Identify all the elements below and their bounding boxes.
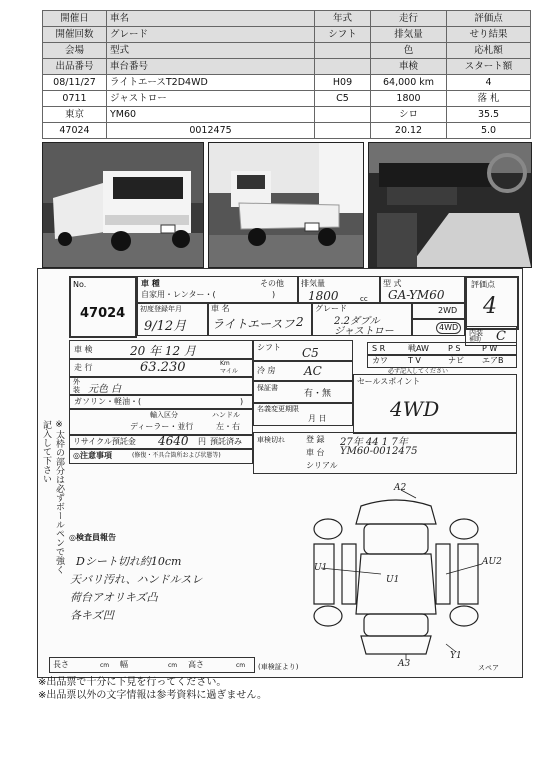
car-damage-diagram <box>306 484 506 668</box>
option-airbag: エアB <box>482 356 504 365</box>
value-car-name: ライトエースT2D4WD <box>107 75 315 91</box>
report-line-1: Dシート切れ約10cm <box>76 555 182 568</box>
length-unit: cm <box>100 662 110 669</box>
fuel-close: ) <box>240 397 244 406</box>
report-line-3: 荷台アオリキズ凸 <box>70 591 158 604</box>
option-sr: S R <box>372 344 386 353</box>
label-date: 開催日 <box>43 11 107 27</box>
label-mileage: 走行 <box>371 11 447 27</box>
label-bid: 応札額 <box>447 43 531 59</box>
cc-unit: cc <box>360 295 368 303</box>
value-color: シロ <box>371 107 447 123</box>
cert-label: 名義変更期限 <box>257 405 299 413</box>
2wd-label: 2WD <box>438 306 458 315</box>
hw-score: 4 <box>483 294 497 319</box>
diagram-u1-left: U1 <box>314 563 328 573</box>
recycle-status: 預託済み <box>210 437 242 446</box>
value-score: 4 <box>447 75 531 91</box>
hw-color: 元色 白 <box>88 384 122 395</box>
hw-shaken: 20 年 12 月 <box>130 344 196 358</box>
car-type-label: 車 種 <box>141 279 160 288</box>
truck-rear-image <box>209 143 363 267</box>
handle-label: ハンドル <box>212 411 240 419</box>
caution-sub: (修復・不具合箇所および状態等) <box>132 452 221 459</box>
diagram-au2: AU2 <box>482 557 502 567</box>
option-ps: P S <box>448 344 461 353</box>
shift-box <box>253 340 353 362</box>
interior-sub: 補助 <box>469 336 482 343</box>
dealer-options: ディーラー・並行 <box>130 422 194 431</box>
diagram-u1-center: U1 <box>386 575 400 585</box>
caution-header <box>69 448 253 464</box>
value-venue: 東京 <box>43 107 107 123</box>
header-value-row-3 <box>43 107 531 123</box>
value-empty <box>315 107 371 123</box>
label-model: 型式 <box>107 43 315 59</box>
photo-front-view[interactable] <box>42 142 204 268</box>
options-row-2 <box>367 354 517 368</box>
displacement-box <box>297 276 381 304</box>
label-chassis: 車台番号 <box>107 59 315 75</box>
handle-options: 左・右 <box>216 422 240 431</box>
hw-recycle: 4640 <box>158 434 189 448</box>
value-shift: C5 <box>315 91 371 107</box>
value-displacement: 1800 <box>371 91 447 107</box>
value-model: YM60 <box>107 107 315 123</box>
shaken-box <box>69 340 253 360</box>
hw-ac: AC <box>304 364 322 378</box>
photo-interior-view[interactable] <box>368 142 532 268</box>
mileage-box <box>69 358 253 378</box>
value-year: H09 <box>315 75 371 91</box>
label-empty-2 <box>315 59 371 75</box>
interior-label: 内装 <box>469 329 483 337</box>
truck-front-image <box>43 143 203 267</box>
displacement-label: 排気量 <box>301 279 325 288</box>
registration-box <box>253 432 517 474</box>
value-bid: 35.5 <box>447 107 531 123</box>
spare-label: スペア <box>478 664 499 672</box>
diagram-y1: Y1 <box>450 651 462 661</box>
ac-label: 冷 房 <box>257 366 276 375</box>
header-value-row-2 <box>43 91 531 107</box>
hw-grade-2: ジャストロー <box>334 326 394 337</box>
first-reg-label: 初度登録年月 <box>140 305 182 313</box>
auction-header-table <box>42 10 531 139</box>
label-color: 色 <box>371 43 447 59</box>
value-grade: ジャストロー <box>107 91 315 107</box>
inspection-sheet <box>37 268 523 678</box>
value-empty-2 <box>315 123 371 139</box>
report-line-2: 天バリ汚れ、ハンドルスレ <box>70 573 203 586</box>
hw-model: GA-YM60 <box>388 288 445 302</box>
option-pw: P W <box>482 344 498 353</box>
car-name-box <box>207 302 313 336</box>
hw-displacement: 1800 <box>308 289 339 303</box>
value-chassis: 0012475 <box>107 123 315 139</box>
header-value-row-1 <box>43 75 531 91</box>
value-inspection: 20.12 <box>371 123 447 139</box>
km-unit: Km <box>220 360 230 367</box>
ac-box <box>253 360 353 382</box>
label-year: 年式 <box>315 11 371 27</box>
option-navi: ナビ <box>448 356 464 365</box>
car-name-label: 車 名 <box>211 304 230 313</box>
recycle-unit: 円 <box>198 437 206 446</box>
truck-interior-image <box>369 143 531 267</box>
4wd-label: 4WD <box>436 322 461 334</box>
hw-grade-1: 2.2ダブル <box>334 316 380 327</box>
label-grade: グレード <box>107 27 315 43</box>
diagram-a3: A3 <box>398 659 411 669</box>
option-leather: カワ <box>372 356 388 365</box>
inspector-report-label: ◎検査員報告 <box>69 533 116 542</box>
height-unit: cm <box>236 662 246 669</box>
warranty-label: 保証書 <box>257 384 278 392</box>
model-box <box>379 276 465 304</box>
photo-rear-view[interactable] <box>208 142 364 268</box>
width-unit: cm <box>168 662 178 669</box>
value-mileage: 64,000 km <box>371 75 447 91</box>
other-label: その他 <box>260 279 284 288</box>
header-label-row-2 <box>43 27 531 43</box>
must-fill-note: 必ず記入してください <box>388 368 449 375</box>
car-usage-options: 自家用・レンター・( <box>141 290 216 299</box>
value-date: 08/11/27 <box>43 75 107 91</box>
color-label-1: 外 <box>73 378 80 386</box>
score-box <box>465 276 519 330</box>
warranty-box <box>253 380 353 404</box>
diagram-a2-top: A2 <box>394 483 407 493</box>
mileage-label: 走 行 <box>74 363 93 372</box>
label-result: せり結果 <box>447 27 531 43</box>
hw-registration: 27年 44 1 7年 <box>340 437 408 448</box>
label-session: 開催回数 <box>43 27 107 43</box>
value-result: 落 札 <box>447 91 531 107</box>
cert-box <box>253 402 353 426</box>
header-label-row-3 <box>43 43 531 59</box>
label-shift: シフト <box>315 27 371 43</box>
width-label: 幅 <box>120 660 128 669</box>
label-inspection: 車検 <box>371 59 447 75</box>
label-car-name: 車名 <box>107 11 315 27</box>
color-label-2: 装 <box>73 386 80 394</box>
score-label: 評価点 <box>471 280 495 289</box>
grade-box <box>311 302 413 336</box>
label-empty <box>315 43 371 59</box>
grade-label: グレード <box>315 304 347 313</box>
hw-mileage: 63.230 <box>140 360 186 375</box>
hw-car-name: ライトエースフ <box>212 317 295 331</box>
value-session: 0711 <box>43 91 107 107</box>
hw-shift: C5 <box>302 346 319 360</box>
label-venue: 会場 <box>43 43 107 59</box>
footer-note-1: ※出品票で十分に下見を行ってください。 <box>38 677 227 688</box>
value-lot: 47024 <box>43 123 107 139</box>
hw-first-reg: 9/12月 <box>144 319 187 334</box>
label-start: スタート額 <box>447 59 531 75</box>
recycle-label: リサイクル預託金 <box>73 437 136 446</box>
chassis-label: 車 台 <box>306 448 325 457</box>
dimensions-box <box>49 657 255 673</box>
label-score: 評価点 <box>447 11 531 27</box>
height-label: 高さ <box>188 660 204 669</box>
car-usage-close: ) <box>272 290 276 299</box>
shaken-label: 車 検 <box>74 345 93 354</box>
arrow-note: (車検証より) <box>258 663 299 671</box>
fuel-options: ガソリン・軽油・( <box>74 397 142 406</box>
serial-label: シリアル <box>306 461 338 470</box>
option-aw: 戦AW <box>408 344 429 353</box>
label-lot: 出品番号 <box>43 59 107 75</box>
lot-number: 47024 <box>80 306 126 321</box>
option-tv: T V <box>408 356 421 365</box>
value-start: 5.0 <box>447 123 531 139</box>
hw-chassis: YM60-0012475 <box>340 446 418 457</box>
vertical-ballpoint-note: ※太枠の部分は必ずボールペンで強く記入して下さい <box>41 420 64 574</box>
first-registration-box <box>137 302 209 336</box>
mile-unit: マイル <box>220 368 238 375</box>
car-type-box <box>137 276 299 304</box>
header-label-row-4 <box>43 59 531 75</box>
sales-point-label: セールスポイント <box>357 377 421 386</box>
lot-number-box <box>69 276 137 338</box>
model-label: 型 式 <box>383 279 402 288</box>
import-label: 輸入区分 <box>150 411 178 419</box>
cert-unit: 月 日 <box>308 414 327 423</box>
4wd-box <box>411 318 465 336</box>
header-label-row-1 <box>43 11 531 27</box>
label-displacement: 排気量 <box>371 27 447 43</box>
length-label: 長さ <box>53 660 69 669</box>
inspection-expired-label: 車検切れ <box>257 436 285 444</box>
import-handle-box <box>69 408 253 436</box>
shift-label: シフト <box>257 343 281 352</box>
caution-label: ◎注意事項 <box>73 451 112 460</box>
sales-point-box <box>353 374 517 434</box>
registration-label: 登 録 <box>306 435 325 444</box>
footer-note-2: ※出品票以外の文字情報は参考資料に過ぎません。 <box>38 690 267 701</box>
warranty-options: 有・無 <box>304 389 332 399</box>
color-box <box>69 376 253 396</box>
lot-no-label: No. <box>73 280 87 289</box>
hw-interior: C <box>496 329 506 344</box>
hw-car-num: 2 <box>296 315 304 329</box>
hw-sales-point: 4WD <box>390 397 440 421</box>
report-line-4: 各キズ凹 <box>70 609 114 622</box>
header-value-row-4 <box>43 123 531 139</box>
